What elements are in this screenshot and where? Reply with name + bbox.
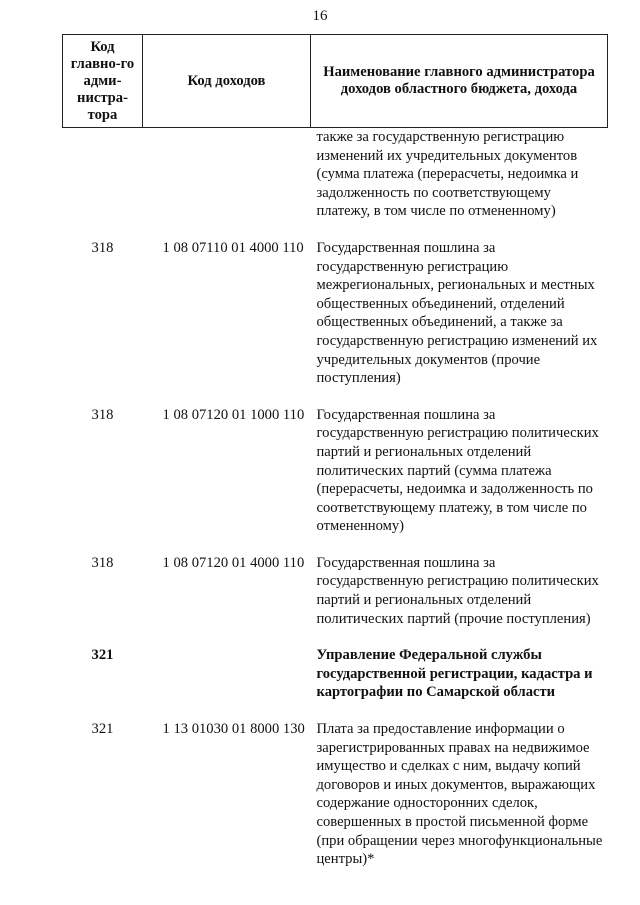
income-code-cell: 1 08 07110 01 4000 110	[162, 239, 304, 256]
admin-code-cell: 321	[91, 721, 114, 738]
table-row	[63, 239, 608, 406]
section-income-code	[143, 646, 311, 720]
income-code-cell: 1 08 07120 01 1000 110	[162, 406, 305, 423]
header-admin-code: Код главно-го адми-нистра-тора	[63, 35, 143, 128]
name-cell: Плата за предоставление информации о зарегистрированных правах на недвижимое имущество и сделках с ним, выдачу копий договоров и иных документов, выражающих содержание односторонних сделок, совершенных в простой письменной форме (при обращении через многофункциональные центры)*	[316, 721, 603, 868]
admin-code-cell: 318	[91, 239, 114, 256]
admin-code-cell	[63, 128, 143, 239]
income-code-cell	[143, 128, 311, 239]
section-name: Управление Федеральной службы государственной регистрации, кадастра и картографии по Самарской области	[316, 647, 593, 701]
admin-code-cell: 318	[91, 554, 114, 571]
name-cell: Государственная пошлина за государственную регистрацию политических партий и региональных отделений политических партий (сумма платежа (перерасчеты, недоимка и задолженность по соответствующему платежу, в том числе по отмененному)	[316, 406, 599, 535]
table-header-row	[63, 35, 608, 128]
admin-code-cell: 318	[91, 406, 114, 423]
table-row	[63, 720, 608, 887]
table-row	[63, 554, 608, 646]
name-cell: также за государственную регистрацию изменений их учредительных документов (сумма платежа (перерасчеты, недоимка и задолженность по соответствующему платежу, в том числе по отмененному)	[316, 129, 579, 220]
header-name: Наименование главного администратора доходов областного бюджета, дохода	[311, 35, 608, 128]
table-row-continuation	[63, 128, 608, 239]
name-cell: Государственная пошлина за государственную регистрацию политических партий и региональных отделений политических партий (прочие поступления)	[316, 554, 599, 627]
name-cell: Государственная пошлина за государственную регистрацию межрегиональных, региональных и местных общественных объединений, отделений общественных объединений, а также за государственную регистрацию изменений их учредительных документов (прочие поступления)	[316, 239, 598, 387]
section-admin-code: 321	[91, 647, 114, 664]
income-code-cell: 1 13 01030 01 8000 130	[162, 721, 305, 738]
table-row	[63, 406, 608, 554]
income-code-cell: 1 08 07120 01 4000 110	[162, 554, 305, 571]
page-number: 16	[312, 8, 328, 24]
revenue-administrators-table	[62, 34, 608, 887]
section-header-row	[63, 646, 608, 720]
header-income-code: Код доходов	[143, 35, 311, 128]
